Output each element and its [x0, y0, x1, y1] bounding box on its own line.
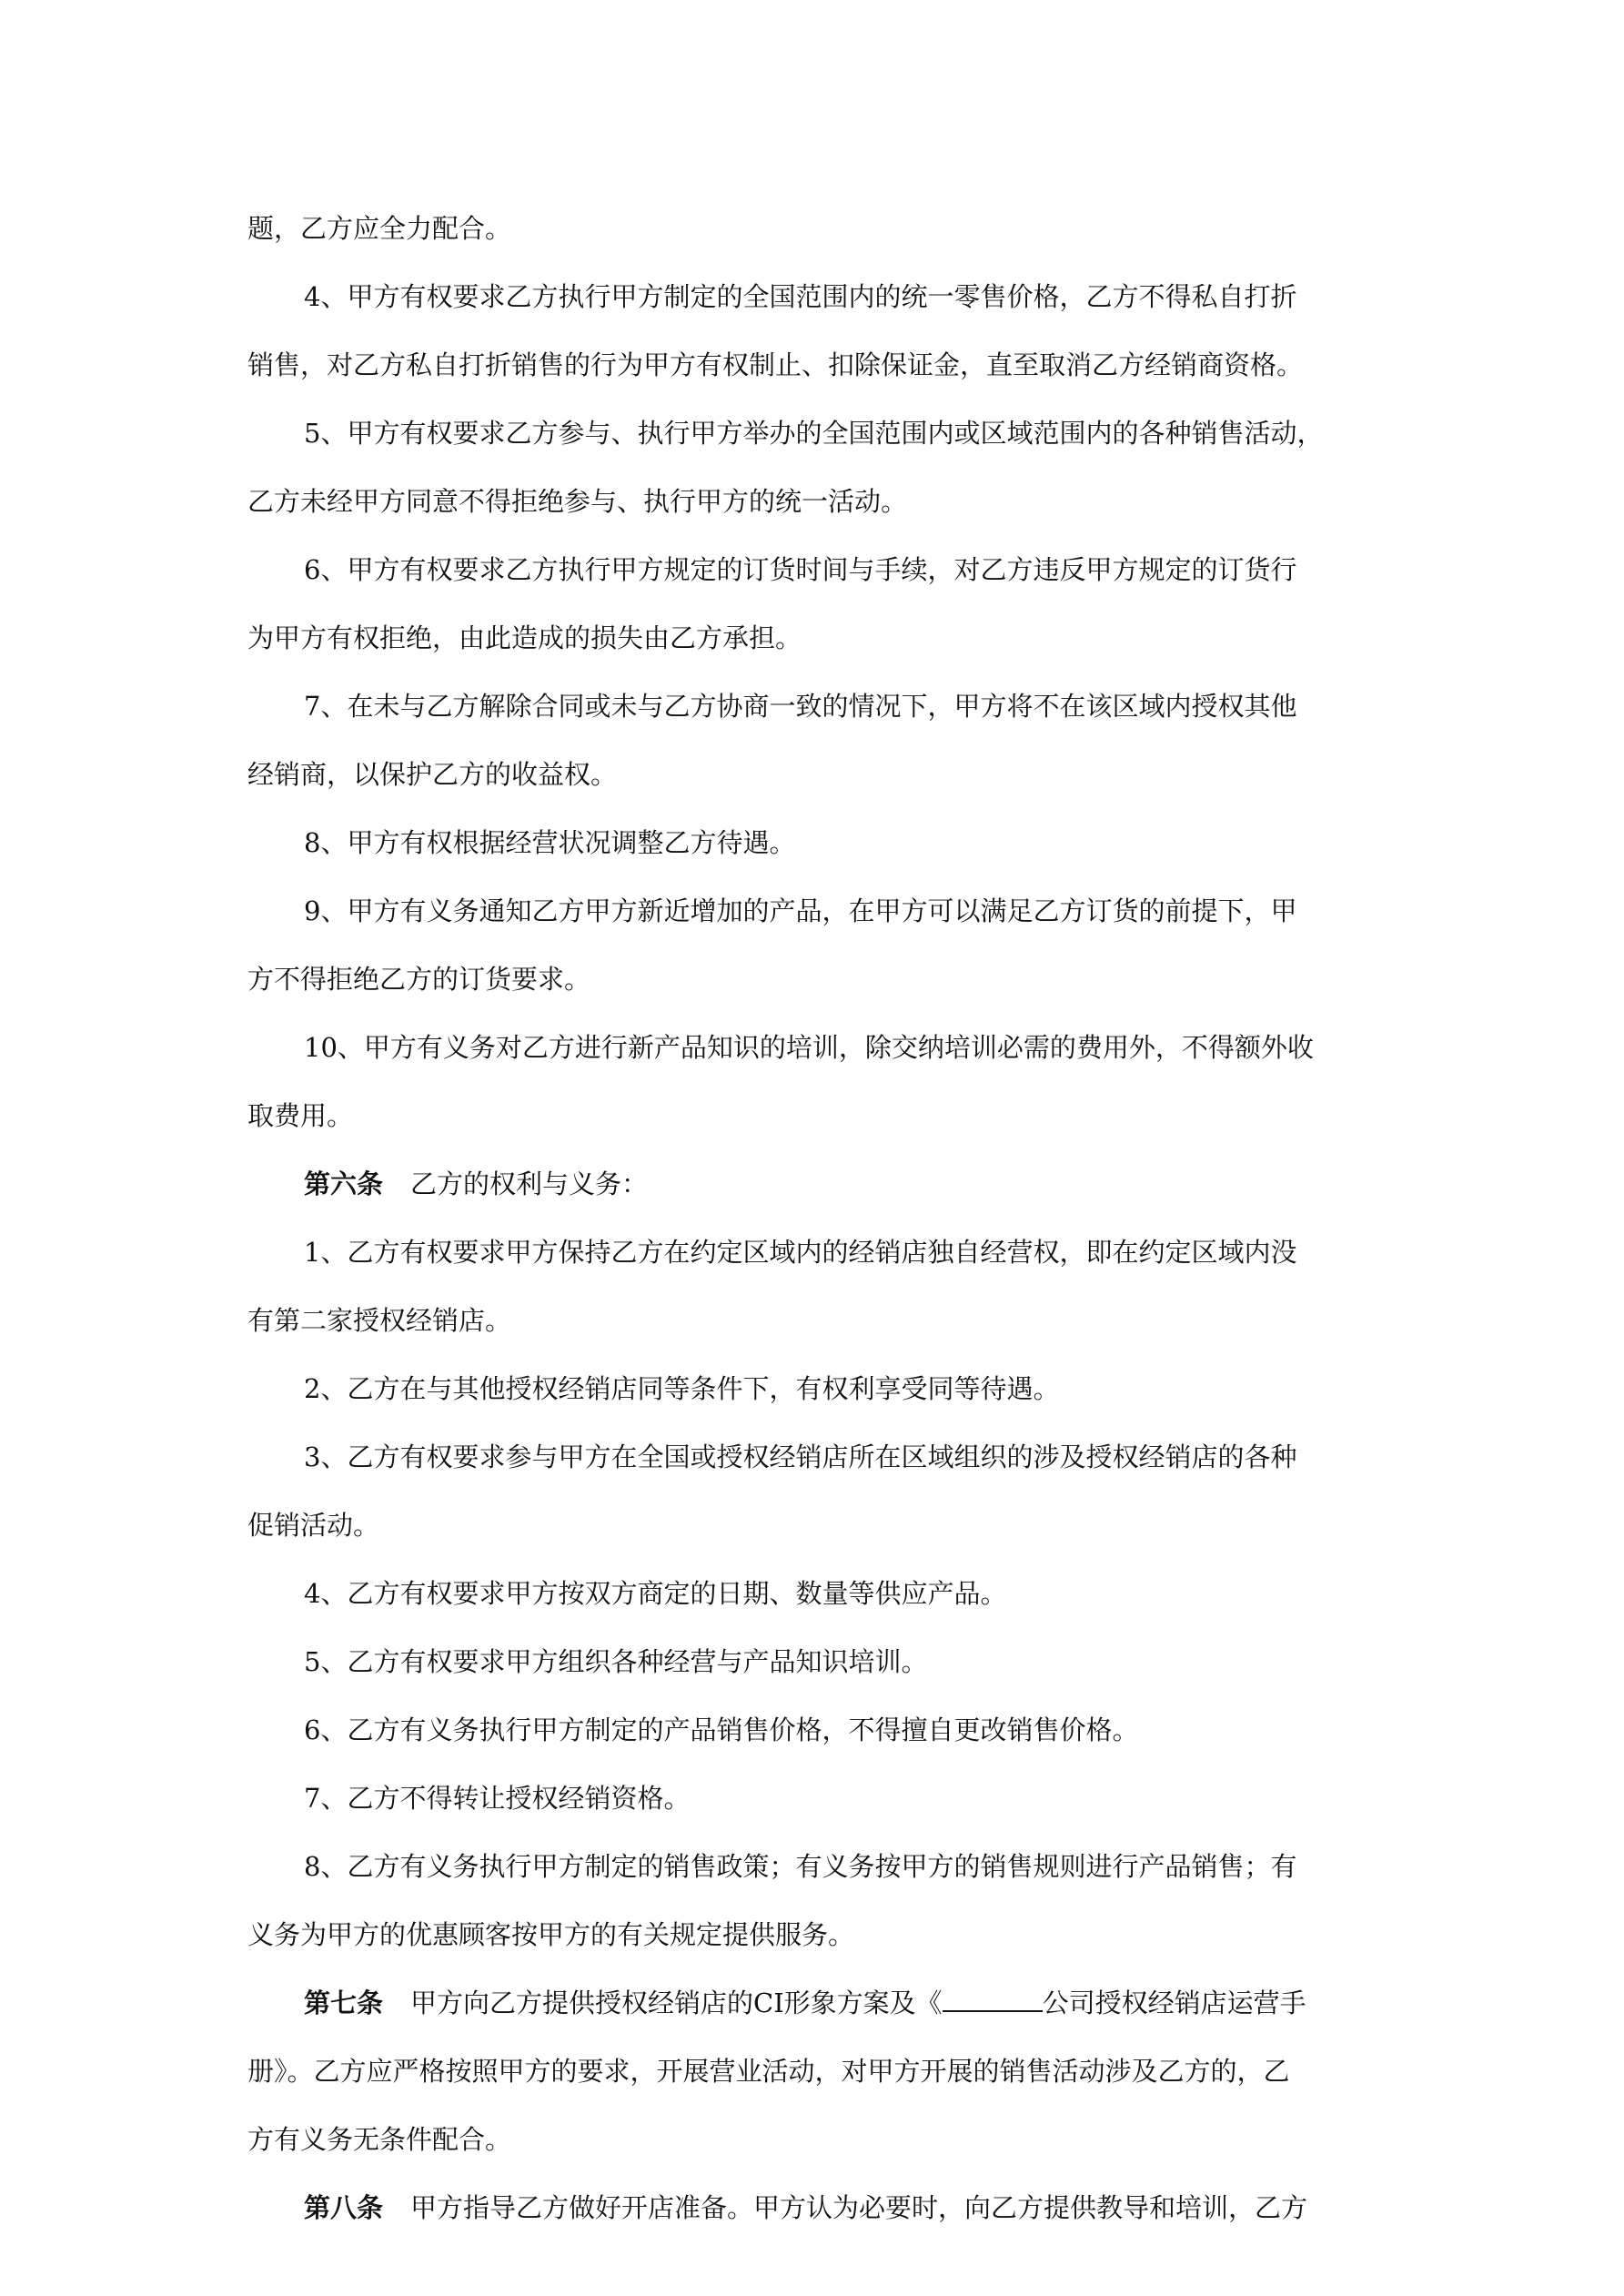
contract-page [247, 195, 1396, 2242]
article-7-line-3: 方有义务无条件配合。 [247, 2124, 512, 2155]
clause-7-line-1: 7、在未与乙方解除合同或未与乙方协商一致的情况下，甲方将不在该区域内授权其他 [304, 691, 1297, 722]
clause-9-line-1: 9、甲方有义务通知乙方甲方新近增加的产品，在甲方可以满足乙方订货的前提下，甲 [304, 895, 1297, 926]
article-8-heading: 第八条 [304, 2192, 384, 2223]
article-6-item-1-line-2: 有第二家授权经销店。 [247, 1305, 512, 1336]
clause-4-line-2: 销售，对乙方私自打折销售的行为甲方有权制止、扣除保证金，直至取消乙方经销商资格。 [247, 349, 1304, 380]
article-6-item-5-line-1: 5、乙方有权要求甲方组织各种经营与产品知识培训。 [304, 1646, 928, 1677]
article-7-text-after-blank: 公司授权经销店运营手 [1042, 1988, 1306, 2018]
article-6-item-2-line-1: 2、乙方在与其他授权经销店同等条件下，有权利享受同等待遇。 [304, 1373, 1060, 1404]
clause-8-line-1: 8、甲方有权根据经营状况调整乙方待遇。 [304, 827, 796, 858]
article-6-item-8-line-1: 8、乙方有义务执行甲方制定的销售政策；有义务按甲方的销售规则进行产品销售；有 [304, 1851, 1297, 1882]
article-8-text: 甲方指导乙方做好开店准备。甲方认为必要时，向乙方提供教导和培训，乙方 [410, 2192, 1308, 2223]
clause-10-line-2: 取费用。 [247, 1100, 354, 1131]
article-6-heading-text: 乙方的权利与义务： [410, 1168, 649, 1199]
article-7-heading: 第七条 [304, 1988, 384, 2018]
clause-5-line-2: 乙方未经甲方同意不得拒绝参与、执行甲方的统一活动。 [247, 486, 908, 517]
article-6-item-3-line-1: 3、乙方有权要求参与甲方在全国或授权经销店所在区域组织的涉及授权经销店的各种 [304, 1441, 1297, 1472]
article-6-item-1-line-1: 1、乙方有权要求甲方保持乙方在约定区域内的经销店独自经营权，即在约定区域内没 [304, 1237, 1297, 1268]
article-6-item-8-line-2: 义务为甲方的优惠顾客按甲方的有关规定提供服务。 [247, 1919, 855, 1950]
article-7-line-2: 册》。乙方应严格按照甲方的要求，开展营业活动，对甲方开展的销售活动涉及乙方的，乙 [247, 2056, 1290, 2087]
clause-4-line-1: 4、甲方有权要求乙方执行甲方制定的全国范围内的统一零售价格，乙方不得私自打折 [304, 281, 1297, 312]
clause-6-line-2: 为甲方有权拒绝，由此造成的损失由乙方承担。 [247, 622, 802, 653]
company-name-blank [943, 1990, 1043, 2012]
clause-5-line-1: 5、甲方有权要求乙方参与、执行甲方举办的全国范围内或区域范围内的各种销售活动， [304, 418, 1324, 449]
article-6-item-7-line-1: 7、乙方不得转让授权经销资格。 [304, 1783, 691, 1814]
article-7-line-1 [247, 1969, 1396, 2038]
paragraph-continuation: 题，乙方应全力配合。 [247, 213, 512, 244]
article-6-item-4-line-1: 4、乙方有权要求甲方按双方商定的日期、数量等供应产品。 [304, 1578, 1007, 1609]
article-7-text-before-blank: 甲方向乙方提供授权经销店的CI形象方案及《 [410, 1988, 943, 2018]
clause-6-line-1: 6、甲方有权要求乙方执行甲方规定的订货时间与手续，对乙方违反甲方规定的订货行 [304, 554, 1297, 585]
article-6-heading: 第六条 [304, 1168, 384, 1199]
article-6-heading-row [247, 1150, 1396, 1219]
article-6-item-3-line-2: 促销活动。 [247, 1510, 380, 1541]
clause-7-line-2: 经销商，以保护乙方的收益权。 [247, 759, 618, 790]
clause-9-line-2: 方不得拒绝乙方的订货要求。 [247, 964, 591, 995]
article-8-line-1 [247, 2174, 1396, 2242]
article-6-item-6-line-1: 6、乙方有义务执行甲方制定的产品销售价格，不得擅自更改销售价格。 [304, 1714, 1139, 1745]
clause-10-line-1: 10、甲方有义务对乙方进行新产品知识的培训，除交纳培训必需的费用外，不得额外收 [304, 1032, 1314, 1063]
